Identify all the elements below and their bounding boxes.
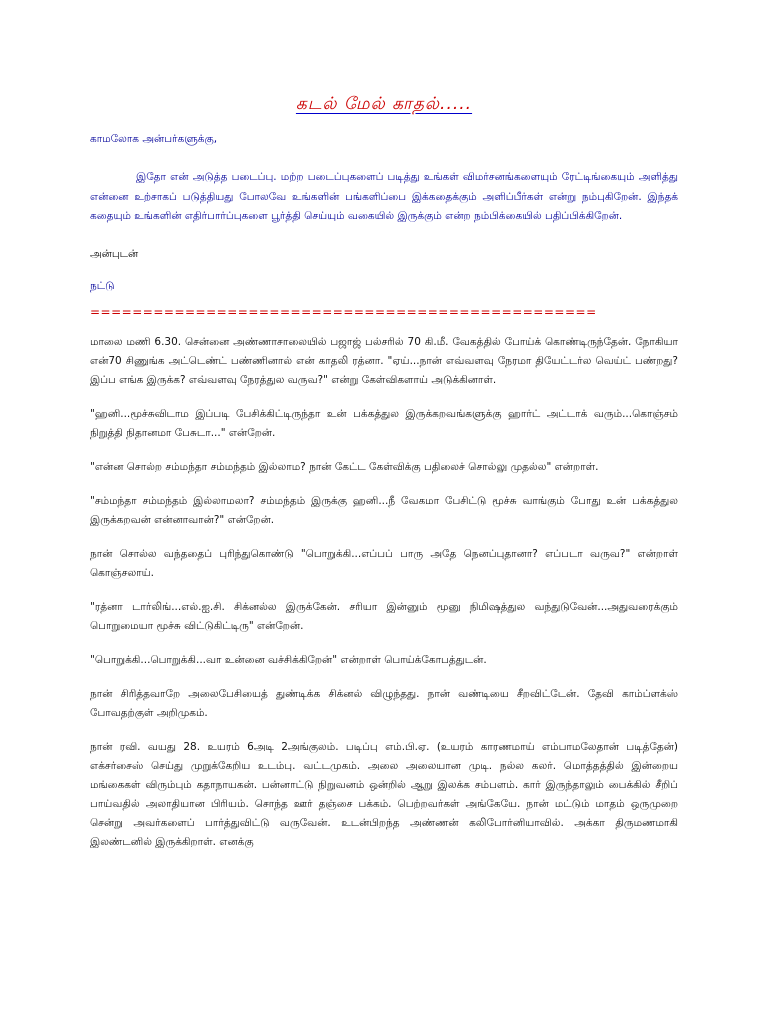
story-paragraph: "என்ன சொல்ற சம்மந்தா சம்மந்தம் இல்லாம? நான் கேட்ட கேள்விக்கு பதிலைச் சொல்லு முதல்ல" என்றாள். <box>90 460 599 473</box>
story-paragraph: "ஹனி...மூச்சுவிடாம இப்படி பேசிக்கிட்டிருந்தா உன் பக்கத்துல இருக்கறவங்களுக்கு ஹார்ட் அட்டாக் வரும்...கொஞ்சம் நிறுத்தி நிதானமா பேசுடா..." என்றேன். <box>90 407 678 439</box>
author-name: நட்டு <box>90 279 115 292</box>
story-paragraph: "சம்மந்தா சம்மந்தம் இல்லாமலா? சம்மந்தம் இருக்கு ஹனி...நீ வேகமா பேசிட்டு மூச்சு வாங்கும் போது உன் பக்கத்துல இருக்கறவன் என்னாவான்?" என்றேன். <box>90 494 678 526</box>
salutation: காமலோக அன்பர்களுக்கு, <box>90 133 218 145</box>
story-paragraph: நான் ரவி. வயது 28. உயரம் 6அடி 2அங்குலம். படிப்பு எம்.பி.ஏ. (உயரம் காரணமாய் எம்பாமலேதான் படித்தேன்) எக்சர்சைஸ் செய்து முறுக்கேறிய உடம்பு. வட்டமுகம். அலை அலையான முடி. நல்ல கலர். மொத்தத்தில் இன்றைய மங்கைகள் விரும்பும் கதாநாயகன். பன்னாட்டு நிறுவனம் ஒன்றில் ஆறு இலக்க சம்பளம். கார் இருந்தாலும் பைக்கில் சீறிப் பாய்வதில் அலாதியான பிரியம். சொந்த ஊர் தஞ்சை பக்கம். பெற்றவர்கள் அங்கேயே. நான் மட்டும் மாதம் ஒருமுறை சென்று அவர்களைப் பார்த்துவிட்டு வருவேன். உடன்பிறந்த அண்ணன் கலிபோர்னியாவில். அக்கா திருமணமாகி இலண்டனில் இருக்கிறாள். எனக்கு <box>90 740 678 848</box>
section-divider: ================================================ <box>90 304 597 319</box>
story-paragraph: நான் சொல்ல வந்ததைப் புரிந்துகொண்டு "பொறுக்கி...எப்பப் பாரு அதே நெனப்புதானா? எப்படா வருவ?" என்றாள் கொஞ்சலாய். <box>90 547 678 579</box>
story-paragraph: "பொறுக்கி...பொறுக்கி...வா உன்னை வச்சிக்கிறேன்" என்றாள் பொய்க்கோபத்துடன். <box>90 653 487 666</box>
signoff: அன்புடன் <box>90 247 139 260</box>
story-paragraph: "ரத்னா டார்லிங்...எல்.ஐ.சி. சிக்னல்ல இருக்கேன். சரியா இன்னும் மூனு நிமிஷத்துல வந்துடுவேன்...அதுவரைக்கும் பொறுமையா மூச்சு விட்டுகிட்டிரு" என்றேன். <box>90 600 678 632</box>
intro-paragraph: இதோ என் அடுத்த படைப்பு. மற்ற படைப்புகளைப் படித்து உங்கள் விமர்சனங்களையும் ரேட்டிங்கையும் அளித்து என்னை உற்சாகப் படுத்தியது போலவே உங்களின் பங்களிப்பை இக்கதைக்கும் அளிப்பீர்கள் என்று நம்புகிறேன். இந்தக் கதையும் உங்களின் எதிர்பார்ப்புகளை பூர்த்தி செய்யும் வகையில் இருக்கும் என்ற நம்பிக்கையில் பதிப்பிக்கிறேன். <box>90 171 678 222</box>
story-paragraph: மாலை மணி 6.30. சென்னை அண்ணாசாலையில் பஜாஜ் பல்சரில் 70 கி.மீ. வேகத்தில் போய்க் கொண்டிருந்தேன். நோகியா என்70 சிணுங்க அட்டெண்ட் பண்ணினால் என் காதலி ரத்னா. "ஏய்...நான் எவ்வளவு நேரமா தியேட்டர்ல வெய்ட் பண்றது? இப்ப எங்க இருக்க? எவ்வளவு நேரத்துல வருவ?" என்று கேள்விகளாய் அடுக்கினாள். <box>90 335 678 386</box>
document-page <box>90 0 678 867</box>
story-body <box>90 333 678 852</box>
story-paragraph: நான் சிரித்தவாறே அலைபேசியைத் துண்டிக்க சிக்னல் விழுந்தது. நான் வண்டியை சீறவிட்டேன். தேவி காம்ப்ளக்ஸ் போவதற்குள் அறிமுகம். <box>90 687 678 719</box>
story-title: கடல் மேல் காதல்..... <box>295 94 473 114</box>
